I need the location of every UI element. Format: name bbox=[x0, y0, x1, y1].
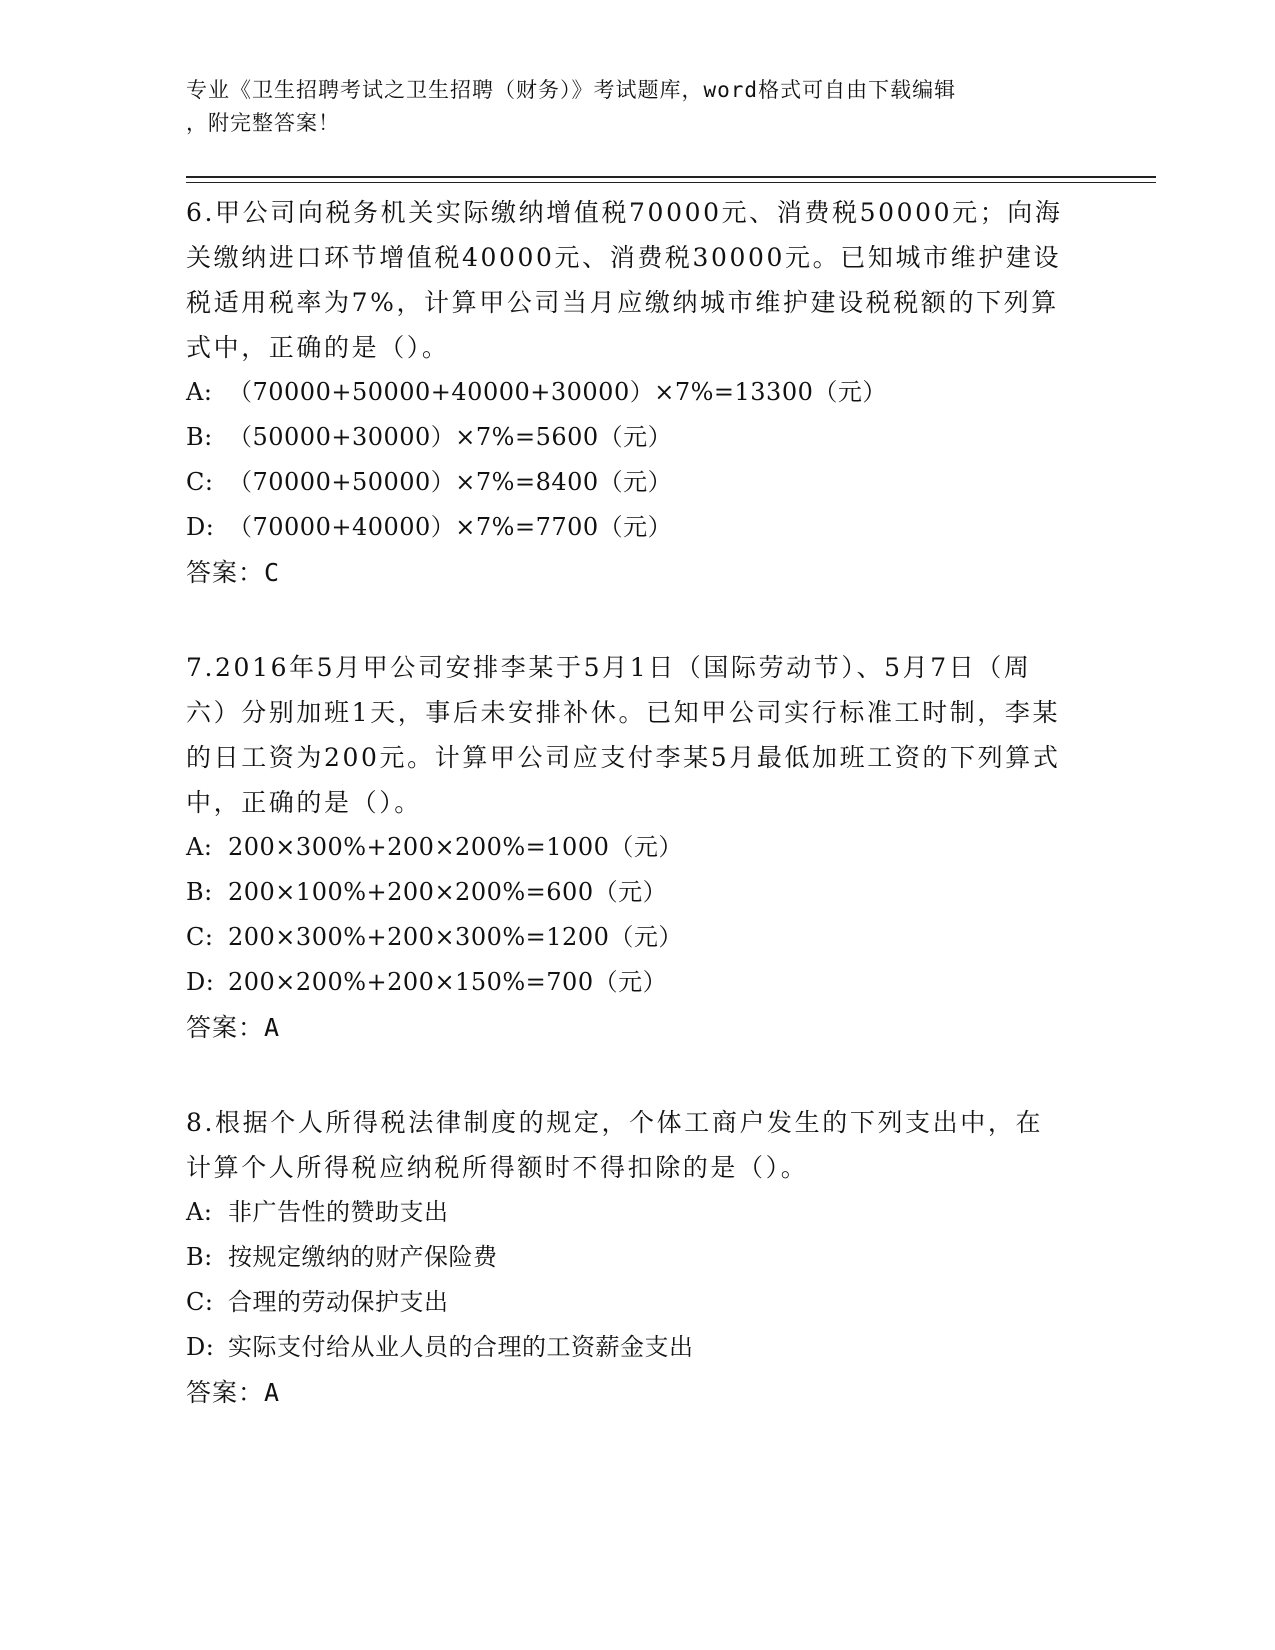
option-key: A: bbox=[186, 378, 213, 406]
question-stem: 8.根据个人所得税法律制度的规定，个体工商户发生的下列支出中，在计算个人所得税应纳税所得额时不得扣除的是（）。 bbox=[186, 1108, 1044, 1182]
option-key: B: bbox=[186, 1243, 213, 1271]
option-text: 200×100%+200×200%=600（元） bbox=[228, 878, 668, 906]
option-key: A: bbox=[186, 833, 213, 861]
option-text: 200×300%+200×200%=1000（元） bbox=[228, 833, 683, 861]
option-key: B: bbox=[186, 423, 213, 451]
option-key: C: bbox=[186, 468, 214, 496]
answer-line: 答案：A bbox=[186, 1378, 281, 1407]
option-text: （70000+50000+40000+30000）×7%=13300（元） bbox=[228, 378, 887, 406]
option-key: D: bbox=[186, 1333, 215, 1361]
option-text: 非广告性的赞助支出 bbox=[228, 1198, 449, 1226]
option-c bbox=[186, 915, 1066, 960]
option-a bbox=[186, 825, 1066, 870]
question-6 bbox=[186, 190, 1066, 595]
answer-line: 答案：C bbox=[186, 558, 281, 587]
option-b bbox=[186, 1235, 1066, 1280]
option-a bbox=[186, 370, 1066, 415]
option-c bbox=[186, 460, 1066, 505]
header-divider-thick bbox=[186, 176, 1156, 178]
page-header bbox=[186, 74, 1066, 140]
option-key: D: bbox=[186, 513, 215, 541]
option-text: （70000+40000）×7%=7700（元） bbox=[228, 513, 673, 541]
option-text: 200×200%+200×150%=700（元） bbox=[228, 968, 668, 996]
option-text: 实际支付给从业人员的合理的工资薪金支出 bbox=[228, 1333, 694, 1361]
option-d bbox=[186, 505, 1066, 550]
question-stem: 7.2016年5月甲公司安排李某于5月1日（国际劳动节）、5月7日（周六）分别加班1天，事后未安排补休。已知甲公司实行标准工时制，李某的日工资为200元。计算甲公司应支付李某5月最低加班工资的下列算式中，正确的是（）。 bbox=[186, 653, 1061, 817]
question-7 bbox=[186, 645, 1066, 1050]
option-text: （70000+50000）×7%=8400（元） bbox=[228, 468, 673, 496]
option-c bbox=[186, 1280, 1066, 1325]
header-divider-thin bbox=[186, 182, 1156, 183]
option-d bbox=[186, 960, 1066, 1005]
question-stem: 6.甲公司向税务机关实际缴纳增值税70000元、消费税50000元；向海关缴纳进口环节增值税40000元、消费税30000元。已知城市维护建设税适用税率为7%，计算甲公司当月应缴纳城市维护建设税税额的下列算式中，正确的是（）。 bbox=[186, 198, 1063, 362]
header-line-1: 专业《卫生招聘考试之卫生招聘（财务）》考试题库，word格式可自由下载编辑 bbox=[186, 78, 957, 102]
option-key: B: bbox=[186, 878, 213, 906]
option-b bbox=[186, 870, 1066, 915]
option-key: D: bbox=[186, 968, 215, 996]
option-text: 合理的劳动保护支出 bbox=[228, 1288, 449, 1316]
option-text: 200×300%+200×300%=1200（元） bbox=[228, 923, 683, 951]
option-text: 按规定缴纳的财产保险费 bbox=[228, 1243, 498, 1271]
option-key: C: bbox=[186, 1288, 214, 1316]
option-d bbox=[186, 1325, 1066, 1370]
option-a bbox=[186, 1190, 1066, 1235]
option-key: A: bbox=[186, 1198, 213, 1226]
answer-line: 答案：A bbox=[186, 1013, 281, 1042]
option-b bbox=[186, 415, 1066, 460]
question-8 bbox=[186, 1100, 1066, 1415]
option-text: （50000+30000）×7%=5600（元） bbox=[228, 423, 673, 451]
option-key: C: bbox=[186, 923, 214, 951]
header-line-2: ，附完整答案！ bbox=[186, 111, 340, 135]
